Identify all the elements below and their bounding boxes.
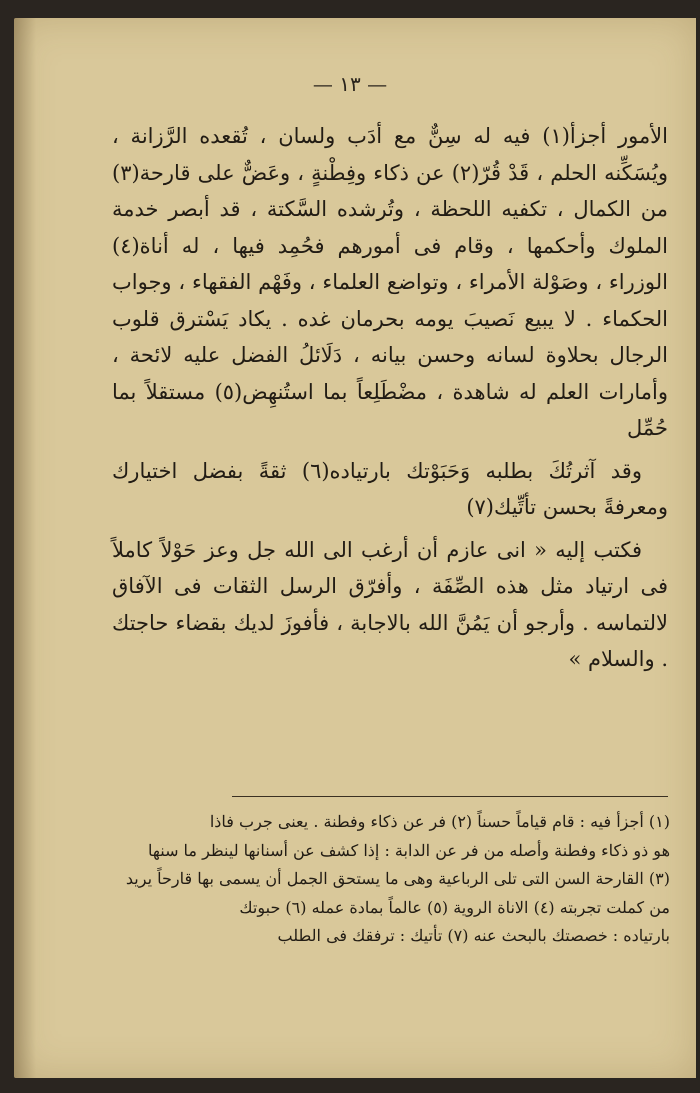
paragraph: الأمور أجزأ(١) فيه له سِنٌّ مع أدَب ولسان ، تُقعده الرَّزانة ، ويُسَكِّنه الحلم ، قَدْ قُرّ(٢) عن ذكاء وفِطْنةٍ ، وعَضٌّ على قارحة(٣) من الكمال ، تكفيه اللحظة ، وتُرشده السَّكتة ، قد أبصر خدمة الملوك وأحكمها ، وقام فى أمورهم فحُمِد فيها ، له أناة(٤) الوزراء ، وصَوْلة الأمراء ، وتواضع العلماء ، وفَهْم الفقهاء ، وجواب الحكماء . لا يبيع نَصيبَ يومه بحرمان غده . يكاد يَسْترق قلوب الرجال بحلاوة لسانه وحسن بيانه ، دَلَائلُ الفضل عليه لائحة ، وأمارات العلم له شاهدة ، مضْطَلِعاً بما استُنهِض(٥) مستقلاً بما حُمِّل [112, 124, 668, 440]
footnote-line: من كملت تجربته (٤) الاناة الروية (٥) عالماً بمادة عمله (٦) حبوتك [239, 897, 670, 917]
footnotes [110, 808, 670, 951]
paragraph: وقد آثرتُكَ بطلبه وَحَبَوْتك بارتياده(٦) ثقةً بفضل اختيارك ومعرفةً بحسن تأتِّيك(٧) [112, 458, 668, 519]
footnote-line: هو ذو ذكاء وفطنة وأصله من فر عن الدابة : إذا كشف عن أسنانها لينظر ما سنها [147, 840, 670, 860]
page-spine-shadow [14, 18, 36, 1078]
page-number: — ١٣ — [312, 72, 388, 96]
paragraph: فكتب إليه « انى عازم أن أرغب الى الله جل وعز حَوْلاً كاملاً فى ارتياد مثل هذه الصِّفَة ، وأفرّق الرسل الثقات فى الآفاق لالتماسه . وأرجو أن يَمُنَّ الله بالاجابة ، فأفوزَ لديك بقضاء حاجتك . والسلام » [112, 537, 668, 671]
main-text [112, 118, 668, 684]
footnote-line: بارتياده : خصصتك بالبحث عنه (٧) تأتيك : ترفقك فى الطلب [277, 926, 670, 945]
footnote-divider [232, 796, 668, 797]
footnote-line: (٣) القارحة السن التى تلى الرباعية وهى ما يستحق الجمل أن يسمى بها قارحاً يريد [125, 869, 670, 888]
footnote-line: (١) أجزأ فيه : قام قياماً حسناً (٢) فر عن ذكاء وفطنة . يعنى جرب فاذا [209, 812, 670, 831]
